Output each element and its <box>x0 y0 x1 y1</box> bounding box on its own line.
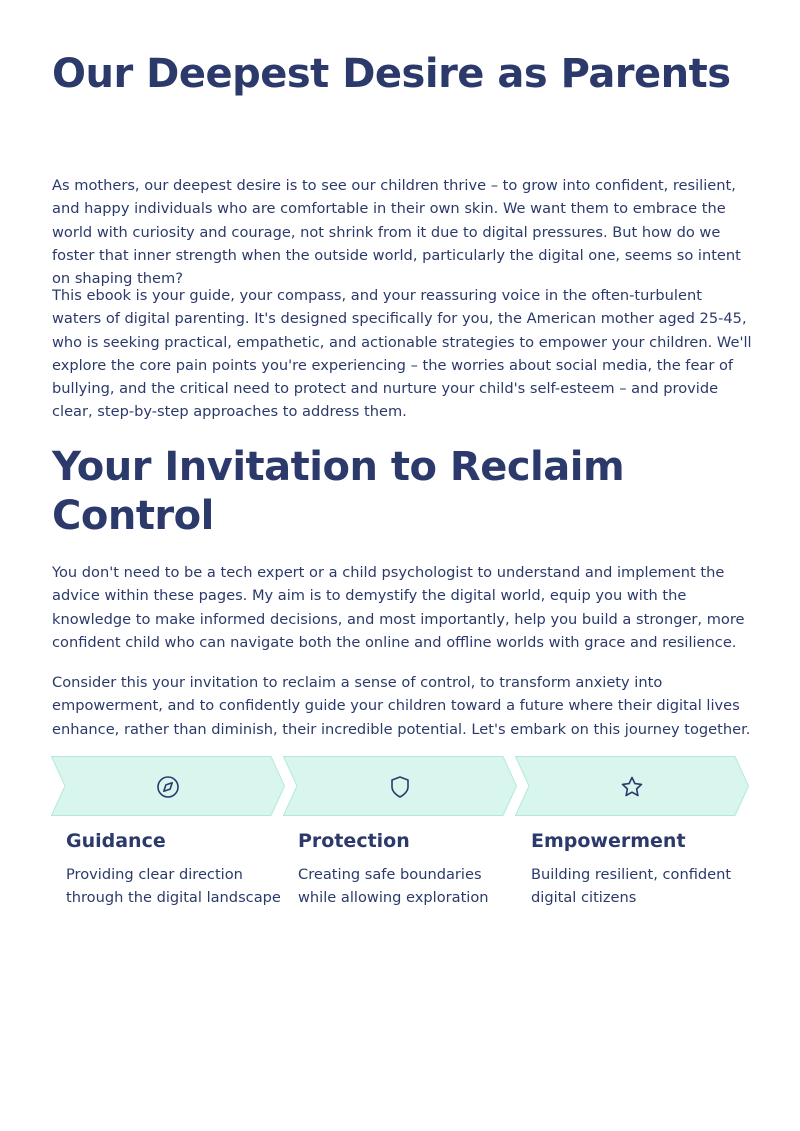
paragraph: You don't need to be a tech expert or a child psychologist to understand and implement the advice within these pages. My aim is to demystify the digital world, equip you with the knowledge to make informed decisions, and most importantly, help you build a stronger, more confident child who can navigate both the online and offline worlds with grace and resilience. <box>52 564 745 651</box>
feature-title: Guidance <box>66 830 166 852</box>
section-title-deepest-desire: Our Deepest Desire as Parents <box>52 51 731 97</box>
shield-icon <box>388 775 412 799</box>
paragraph: As mothers, our deepest desire is to see our children thrive – to grow into confident, resilient, and happy individuals who are comfortable in their own skin. We want them to embrace the world with curiosity and courage, not shrink from it due to digital pressures. But how do we foster that inner strength when the outside world, particularly the digital one, seems so intent on shaping them? <box>52 177 741 288</box>
paragraph: This ebook is your guide, your compass, and your reassuring voice in the often-turbulent waters of digital parenting. It's designed specifically for you, the American mother aged 25-45, who is seeking practical, empathetic, and actionable strategies to empower your children. We'll explore the core pain points you're experiencing – the worries about social media, the fear of bullying, and the critical need to protect and nurture your child's self-esteem – and provide clear, step-by-step approaches to address them. <box>52 287 752 421</box>
feature-protection <box>298 826 518 910</box>
feature-guidance <box>66 826 286 910</box>
feature-chevron-bar <box>51 756 751 816</box>
paragraph: Consider this your invitation to reclaim a sense of control, to transform anxiety into empowerment, and to confidently guide your children toward a future where their digital lives enhance, rather than diminish, their incredible potential. Let's embark on this journey together. <box>52 674 751 738</box>
feature-title: Protection <box>298 830 410 852</box>
section-title-invitation: Your Invitation to Reclaim Control <box>52 444 625 539</box>
feature-description: Providing clear direction through the digital landscape <box>66 866 281 907</box>
star-icon <box>620 775 644 799</box>
feature-title: Empowerment <box>531 830 686 852</box>
compass-icon <box>156 775 180 799</box>
feature-description: Building resilient, confident digital citizens <box>531 866 732 907</box>
feature-description: Creating safe boundaries while allowing exploration <box>298 866 489 907</box>
feature-empowerment <box>531 826 751 910</box>
